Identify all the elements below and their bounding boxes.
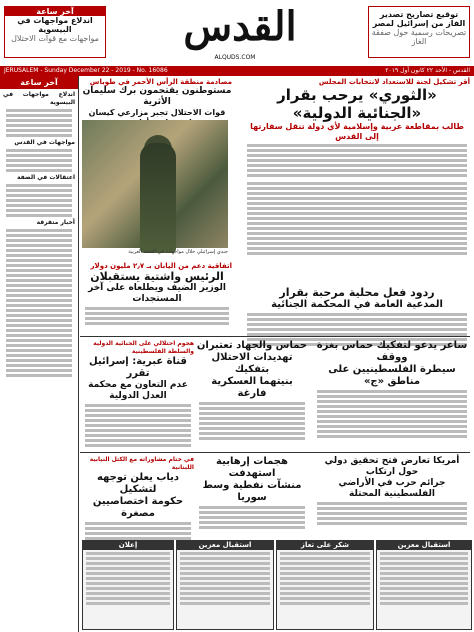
story-america: [314, 456, 470, 536]
ad-box: [82, 540, 174, 630]
dateline-english: JERUSALEM - Sunday December 22 - 2019 - No. 16086: [4, 67, 168, 74]
divider: [80, 336, 470, 337]
sidebar-item: أخبار متفرقة: [36, 219, 75, 226]
lead-kicker: أقر تشكيل لجنة للاستعداد لانتخابات المجلس: [318, 78, 470, 86]
sidebar-list: [0, 89, 78, 381]
sidebar-item: اندلاع مواجهات في البيسوية: [3, 91, 75, 106]
photo-headline-1: مستوطنون يقتحمون برك سليمان الأثرية: [82, 86, 232, 107]
story1-kicker: اتفاقية دعم من اليابان بـ ٢٫٧ مليون دولار: [90, 262, 232, 270]
ad-box-head: شكر على تعاز: [277, 541, 373, 550]
story1-head1: الرئيس واشتية يستقبلان: [90, 270, 224, 283]
news-photo: [82, 120, 228, 248]
lead-story: [244, 78, 470, 178]
logo-website: ALQUDS.COM: [214, 54, 256, 61]
story4-head2: تهديدات الاحتلال بتفكيك: [211, 352, 293, 375]
story3-head2: عدم التعاون مع محكمة العدل الدولية: [88, 380, 188, 401]
lead-subhead: طالب بمقاطعة عربية وإسلامية لأي دولة تنقل سفارتها إلى القدس: [250, 122, 464, 141]
latest-news-sidebar: [0, 76, 79, 632]
ad-box: [176, 540, 274, 630]
left-promo-text: مواجهات مع قوات الاحتلال: [11, 34, 99, 43]
story2-head1: ردود فعل محلية مرحبة بقرار: [279, 286, 435, 299]
ad-box: [376, 540, 472, 630]
ad-box: [276, 540, 374, 630]
ad-box-head: إعلان: [83, 541, 173, 550]
photo-caption: جندي إسرائيلي خلال مواجهات في الضفة الغربية: [128, 249, 228, 255]
sidebar-head: آخر ساعة: [0, 76, 78, 89]
sidebar-item: اعتقالات في الضفة: [16, 174, 75, 181]
ad-box-head: استقبال معزين: [377, 541, 471, 550]
masthead: [0, 0, 474, 68]
story-hamas-jihad: [196, 340, 308, 450]
right-promo-box: [368, 6, 470, 58]
newspaper-logo: القدس: [183, 3, 297, 50]
story4-head3: بنيتهما العسكرية فارغة: [211, 376, 293, 399]
story-syria: [196, 456, 308, 536]
story8-head2: جرائم حرب في الأراضي الفلسطينية المحتلة: [338, 478, 446, 499]
right-promo-text: تصريحات رسمية حول صفقة الغاز: [371, 28, 467, 46]
story5-head1: ساعر يدعو لتفكيك حماس بغزة ووقف: [316, 340, 468, 363]
right-promo-title: توقيع تصاريح تصدير الفاز من إسرائيل لمصر: [372, 10, 466, 28]
story-court: [82, 340, 194, 450]
photo-kicker: مصادمة منطقة الرأس الأحمر في طوباس: [89, 78, 232, 86]
divider: [80, 452, 470, 453]
left-promo-title: اندلاع مواجهات في البيسوية: [17, 16, 93, 34]
lead-headline: «الثوري» يرحب بقرار «الجنائية الدولية»: [277, 86, 437, 122]
story6-kicker: في ختام مشاوراته مع الكتل النيابية اللبنانية: [89, 456, 194, 471]
photo-story-heads: [82, 78, 232, 118]
story6-head1: دياب يعلن توجهه لتشكيل: [96, 472, 180, 495]
story7-head1: هجمات إرهابية استهدفت: [216, 456, 288, 479]
dateline-arabic: القدس - الأحد ٢٢ كانون أول ٢٠١٩: [385, 67, 470, 74]
left-promo-box: [4, 6, 106, 58]
story-saar: [314, 340, 470, 450]
story3-head1: قناة عبرية: إسرائيل تقرر: [89, 356, 187, 379]
story6-head2: حكومة اختصاصيين مصغرة: [92, 496, 184, 519]
soldier-figure: [140, 143, 176, 253]
story2-head2: المدعية العامة في المحكمة الجنائية: [271, 299, 443, 310]
sidebar-item: مواجهات في القدس: [14, 139, 75, 146]
photo-headline-2: قوات الاحتلال تجبر مزارعي كيسان: [88, 108, 226, 117]
dateline-bar: [0, 66, 474, 76]
story4-head1: حماس والجهاد تعتبران: [196, 340, 308, 351]
story3-kicker: هجوم احتلالي على الجنائية الدولية والسلطة الفلسطينية: [93, 340, 194, 355]
story5-head2: سيطرة الفلسطينيين على مناطق «ج»: [328, 364, 456, 387]
story8-head1: أمريكا تعارض فتح تحقيق دولي حول ارتكاب: [324, 456, 460, 477]
ad-box-head: استقبال معزين: [177, 541, 273, 550]
story-president: [82, 262, 232, 332]
lead-body: [244, 180, 470, 280]
story1-head2: الوزير الضيف ويطلعاه على آخر المستجدات: [88, 283, 226, 304]
story7-head2: منشآت نفطية وسط سوريا: [202, 480, 302, 503]
story-lebanon: [82, 456, 194, 536]
left-promo-head: آخر ساعة: [5, 7, 105, 16]
